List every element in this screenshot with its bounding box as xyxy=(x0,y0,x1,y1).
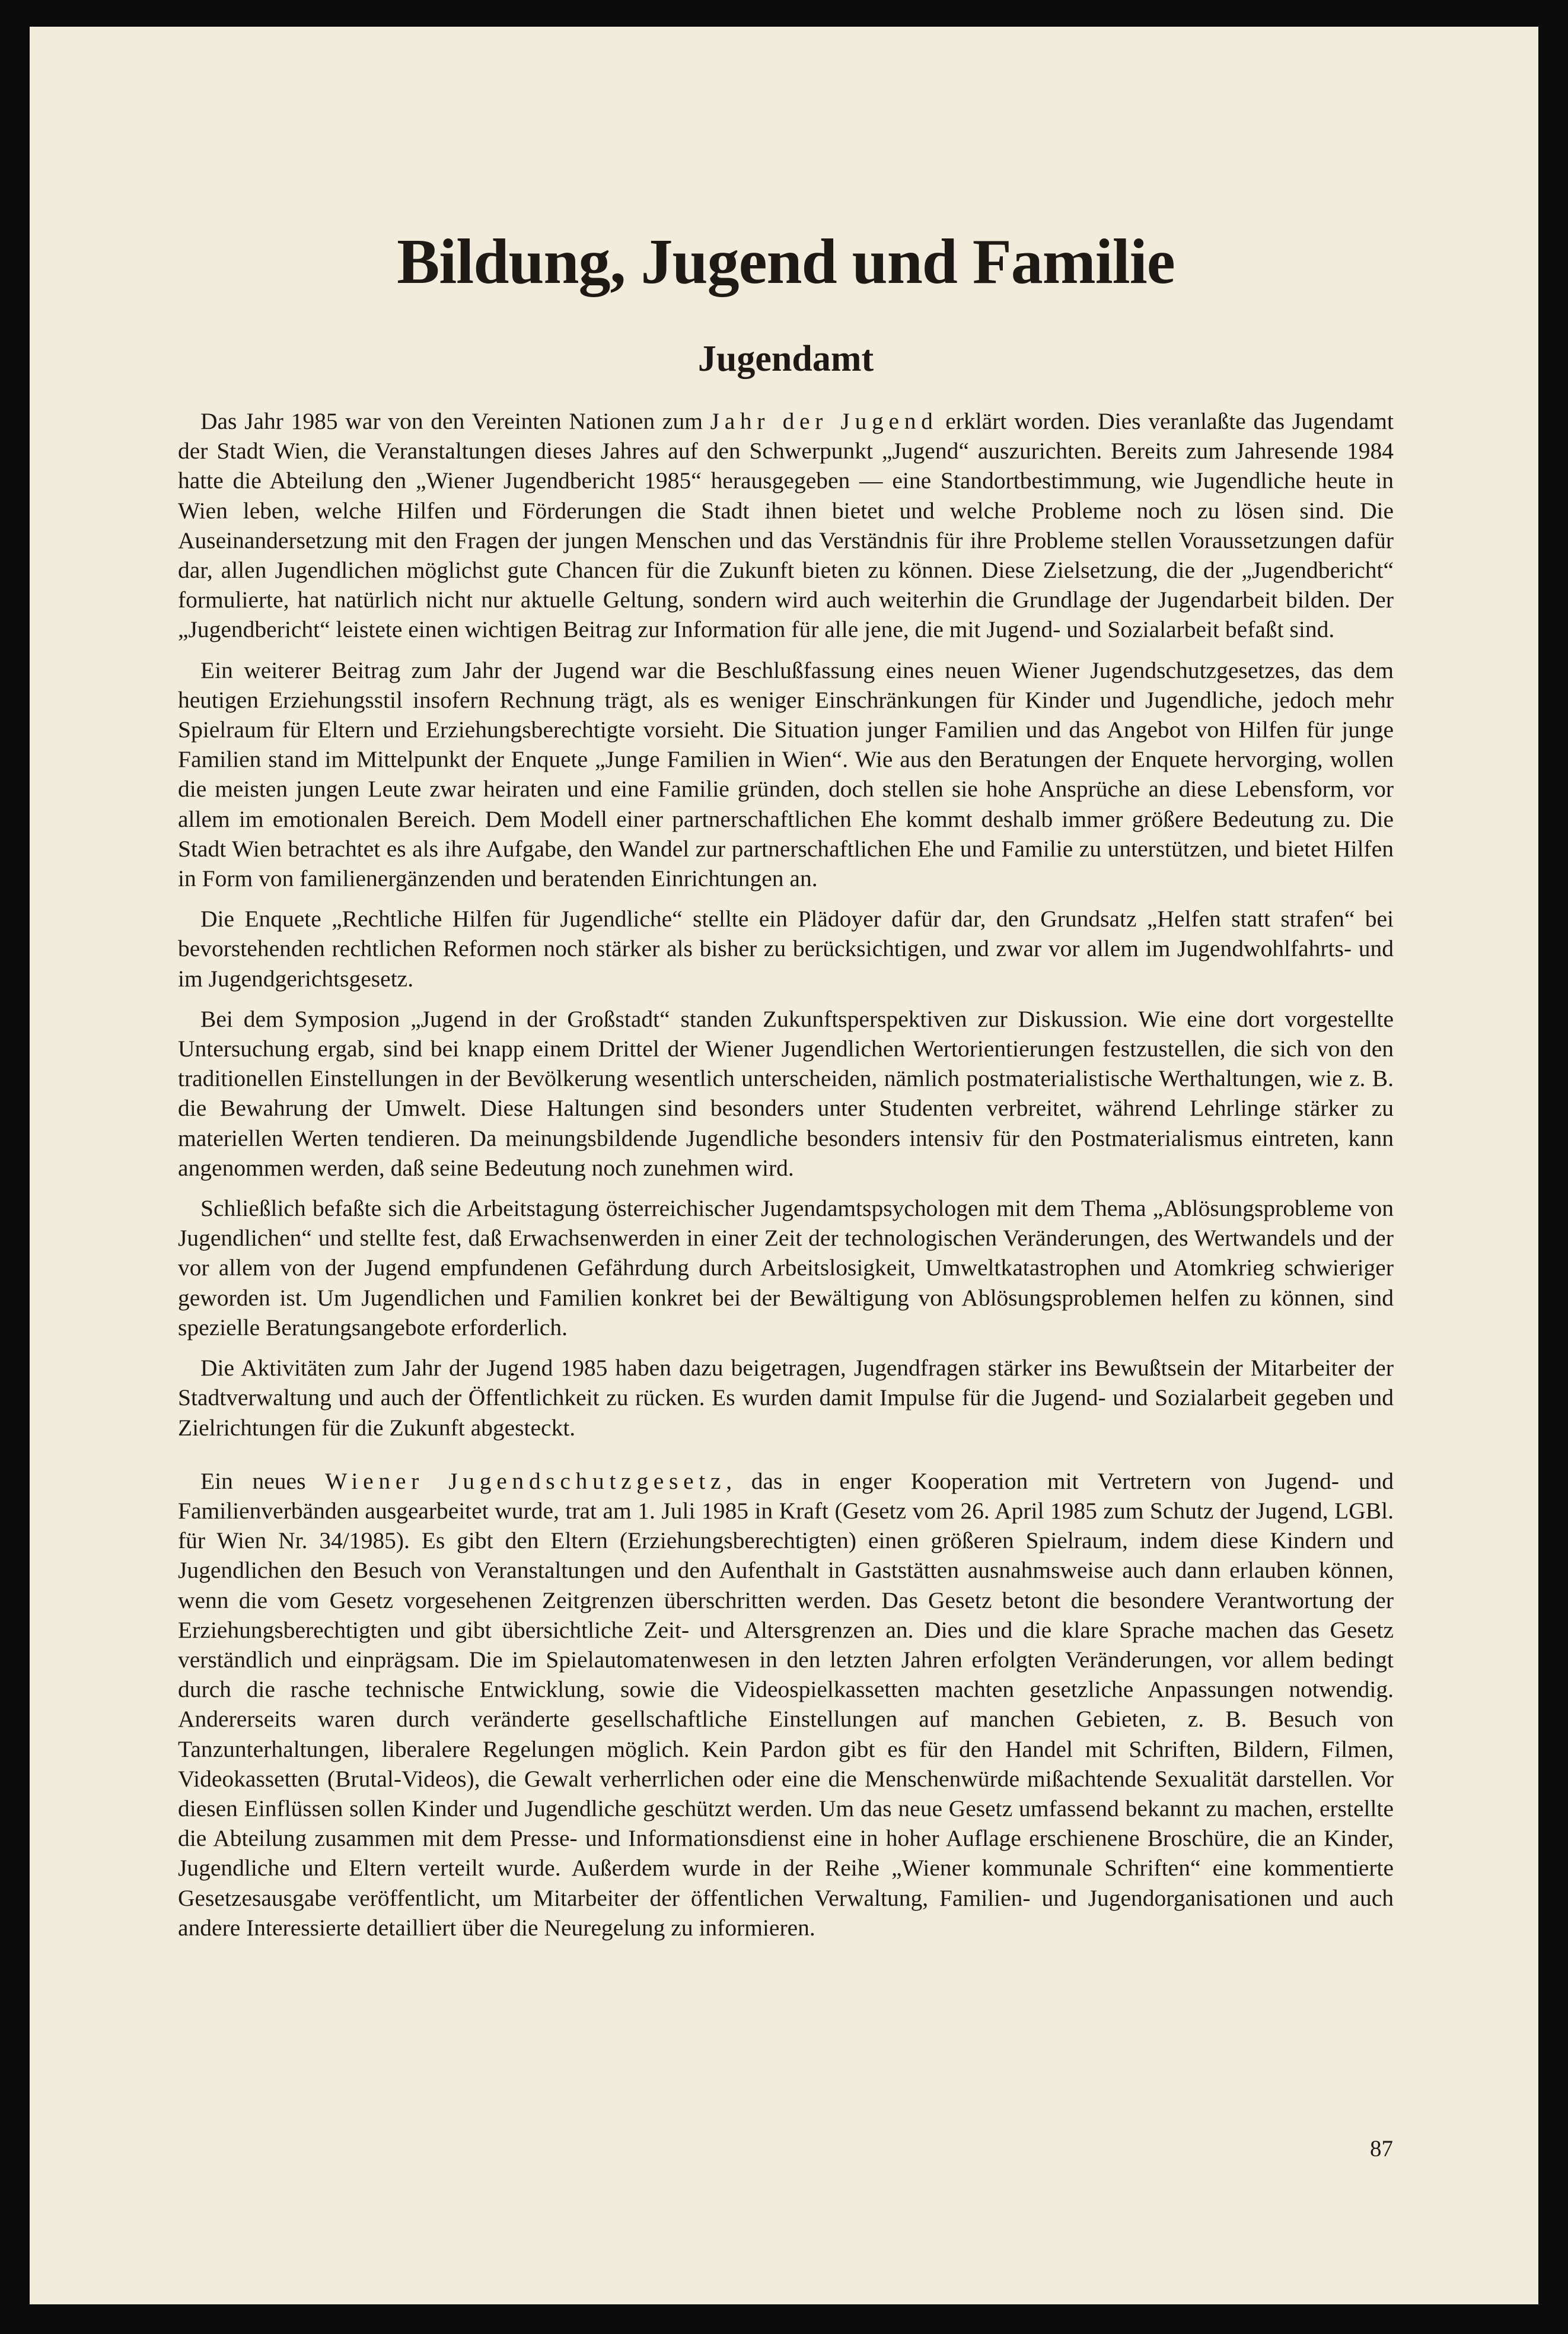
paragraph-1-lead: Das Jahr 1985 war von den Vereinten Nationen zum xyxy=(200,408,710,434)
page-number: 87 xyxy=(1370,2136,1393,2161)
emphasis-wiener-jugendschutzgesetz: Wiener Jugendschutzgesetz xyxy=(325,1467,726,1494)
paragraph-3: Die Enquete „Rechtliche Hilfen für Jugendliche“ stellte ein Plädoyer dafür dar, den Grundsatz „Helfen statt strafen“ bei bevorstehenden rechtlichen Reformen noch stärker als bisher zu berücksichtigen, und zwar vor allem im Jugendwohlfahrts- und im Jugendgerichtsgesetz. xyxy=(178,906,1394,992)
paragraph-7-lead: Ein neues xyxy=(200,1467,326,1494)
paragraph-6: Die Aktivitäten zum Jahr der Jugend 1985 haben dazu beigetragen, Jugendfragen stärker ins Bewußtsein der Mitarbeiter der Stadtverwaltung und auch der Öffentlichkeit zu rücken. Es wurden damit Impulse für die Jugend- und Sozialarbeit gegeben und Zielrichtungen für die Zukunft abgesteckt. xyxy=(178,1355,1394,1441)
paragraph-2: Ein weiterer Beitrag zum Jahr der Jugend war die Beschlußfassung eines neuen Wiener Jugendschutzgesetzes, das dem heutigen Erziehungsstil insofern Rechnung trägt, als es weniger Einschränkungen für Kinder und Jugendliche, jedoch mehr Spielraum für Eltern und Erziehungsberechtigte vorsieht. Die Situation junger Familien und das Angebot von Hilfen für junge Familien stand im Mittelpunkt der Enquete „Junge Familien in Wien“. Wie aus den Beratungen der Enquete hervorging, wollen die meisten jungen Leute zwar heiraten und eine Familie gründen, doch stellen sie hohe Ansprüche an diese Lebensform, vor allem im emotionalen Bereich. Dem Modell einer partnerschaftlichen Ehe kommt deshalb immer größere Bedeutung zu. Die Stadt Wien betrachtet es als ihre Aufgabe, den Wandel zur partnerschaftlichen Ehe und Familie zu unterstützen, und bietet Hilfen in Form von familienergänzenden und beratenden Einrichtungen an. xyxy=(178,657,1394,892)
page-sheet xyxy=(30,27,1538,2304)
paragraph-1-rest: erklärt worden. Dies veranlaßte das Jugendamt der Stadt Wien, die Veranstaltungen dieses Jahres auf den Schwerpunkt „Jugend“ auszurichten. Bereits zum Jahresende 1984 hatte die Abteilung den „Wiener Jugendbericht 1985“ herausgegeben — eine Standortbestimmung, wie Jugendliche heute in Wien leben, welche Hilfen und Förderungen die Stadt ihnen bietet und welche Probleme noch zu lösen sind. Die Auseinandersetzung mit den Fragen der jungen Menschen und das Verständnis für ihre Probleme stellen Voraussetzungen dafür dar, allen Jugendlichen möglichst gute Chancen für die Zukunft bieten zu können. Diese Zielsetzung, die der „Jugendbericht“ formulierte, hat natürlich nicht nur aktuelle Geltung, sondern wird auch weiterhin die Grundlage der Jugendarbeit bilden. Der „Jugendbericht“ leistete einen wichtigen Beitrag zur Information für alle jene, die mit Jugend- und Sozialarbeit befaßt sind. xyxy=(178,408,1394,643)
emphasis-jahr-der-jugend: Jahr der Jugend xyxy=(710,408,938,434)
page-title: Bildung, Jugend und Familie xyxy=(397,227,1175,297)
paragraph-5: Schließlich befaßte sich die Arbeitstagung österreichischer Jugendamtspsychologen mit dem Thema „Ablösungsprobleme von Jugendlichen“ und stellte fest, daß Erwachsenwerden in einer Zeit der technologischen Veränderungen, des Wertwandels und der vor allem von der Jugend empfundenen Gefährdung durch Arbeitslosigkeit, Umweltkatastrophen und Atomkrieg schwieriger geworden ist. Um Jugendlichen und Familien konkret bei der Bewältigung von Ablösungsproblemen helfen zu können, sind spezielle Beratungsangebote erforderlich. xyxy=(178,1195,1394,1340)
body-text xyxy=(178,406,1394,1953)
section-heading: Jugendamt xyxy=(697,339,874,379)
paragraph-7 xyxy=(178,1466,1394,1943)
paragraph-1 xyxy=(178,406,1394,645)
paragraph-4: Bei dem Symposion „Jugend in der Großstadt“ standen Zukunftsperspektiven zur Diskussion. Wie eine dort vorgestellte Untersuchung ergab, sind bei knapp einem Drittel der Wiener Jugendlichen Wertorientierungen festzustellen, die sich von den traditionellen Einstellungen in der Bevölkerung wesentlich unterscheiden, nämlich postmaterialistische Werthaltungen, wie z. B. die Bewahrung der Umwelt. Diese Haltungen sind besonders unter Studenten verbreitet, während Lehrlinge stärker zu materiellen Werten tendieren. Da meinungsbildende Jugendliche besonders intensiv für den Postmaterialismus eintreten, kann angenommen werden, daß seine Bedeutung noch zunehmen wird. xyxy=(178,1005,1394,1181)
paragraph-7-rest: , das in enger Kooperation mit Vertretern von Jugend- und Familienverbänden ausgearbeitet wurde, trat am 1. Juli 1985 in Kraft (Gesetz vom 26. April 1985 zum Schutz der Jugend, LGBl. für Wien Nr. 34/1985). Es gibt den Eltern (Erziehungsberechtigten) einen größeren Spielraum, indem diese Kindern und Jugendlichen den Besuch von Veranstaltungen und den Aufenthalt in Gaststätten ausnahmsweise auch dann erlauben können, wenn die vom Gesetz vorgesehenen Zeitgrenzen überschritten werden. Das Gesetz betont die besondere Verantwortung der Erziehungsberechtigten und gibt übersichtliche Zeit- und Altersgrenzen an. Dies und die klare Sprache machen das Gesetz verständlich und einprägsam. Die im Spielautomatenwesen in den letzten Jahren erfolgten Veränderungen, vor allem bedingt durch die rasche technische Entwicklung, sowie die Videospielkassetten machten gesetzliche Anpassungen notwendig. Andererseits waren durch veränderte gesellschaftliche Einstellungen auf manchen Gebieten, z. B. Besuch von Tanzunterhaltungen, liberalere Regelungen möglich. Kein Pardon gibt es für den Handel mit Schriften, Bildern, Filmen, Videokassetten (Brutal-Videos), die Gewalt verherrlichen oder eine die Menschenwürde mißachtende Sexualität darstellen. Vor diesen Einflüssen sollen Kinder und Jugendliche geschützt werden. Um das neue Gesetz umfassend bekannt zu machen, erstellte die Abteilung zusammen mit dem Presse- und Informationsdienst eine in hoher Auflage erschienene Broschüre, die an Kinder, Jugendliche und Eltern verteilt wurde. Außerdem wurde in der Reihe „Wiener kommunale Schriften“ eine kommentierte Gesetzesausgabe veröffentlicht, um Mitarbeiter der öffentlichen Verwaltung, Familien- und Jugendorganisationen und auch andere Interessierte detailliert über die Neuregelung zu informieren. xyxy=(178,1467,1394,1941)
